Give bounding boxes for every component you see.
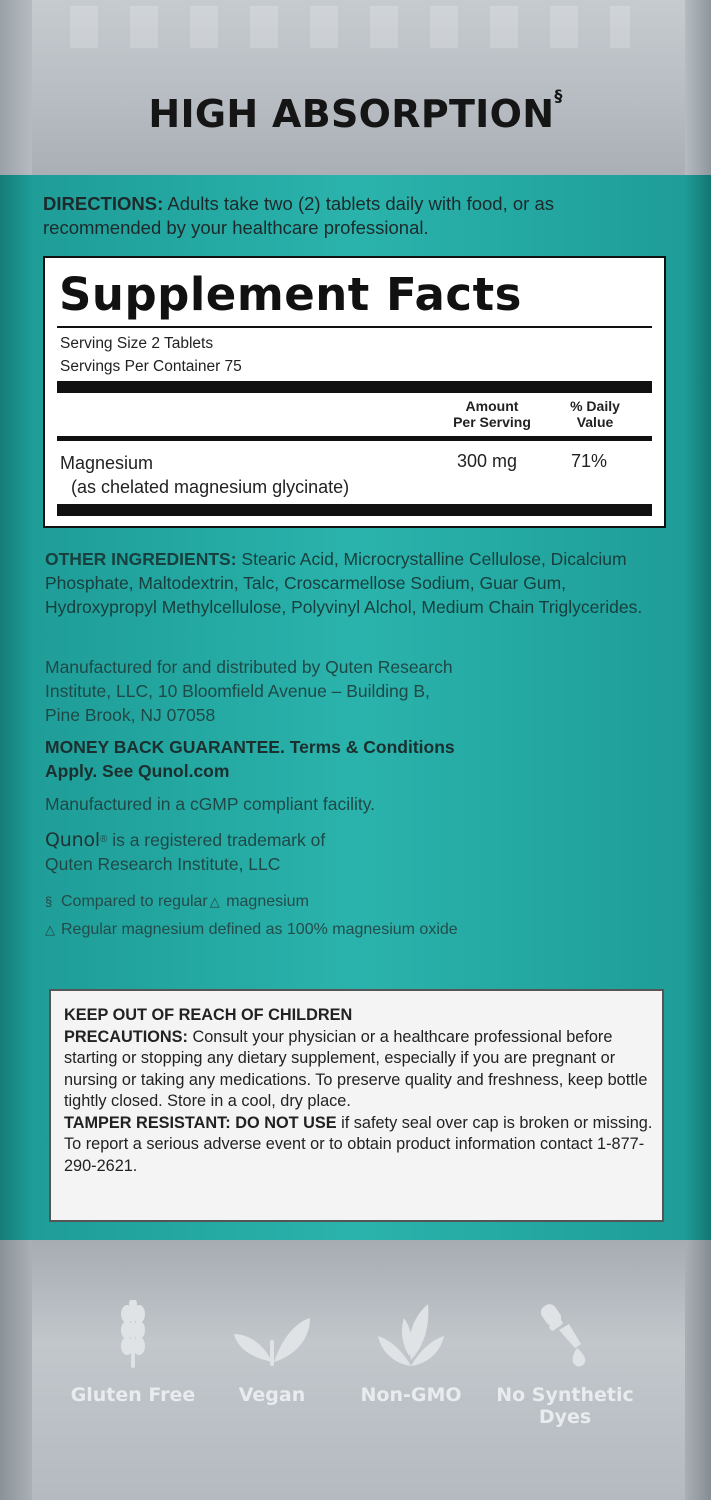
serving-info <box>60 332 242 378</box>
precautions-label: PRECAUTIONS: <box>64 1027 188 1046</box>
warning-text <box>64 1005 654 1177</box>
supplement-facts-panel <box>43 256 666 528</box>
teal-right-edge <box>685 175 711 1240</box>
manufacturer-info <box>45 655 670 727</box>
badge-vegan <box>197 1300 347 1406</box>
right-box-edge <box>685 0 711 175</box>
headline-footnote-mark: § <box>554 86 563 105</box>
badge-non-gmo <box>336 1300 486 1406</box>
nutrient-name: Magnesium <box>60 453 154 473</box>
trademark-owner: Quten Research Institute, LLC <box>45 854 281 874</box>
guarantee-line1: MONEY BACK GUARANTEE. Terms & Conditions <box>45 737 455 757</box>
top-silver-band <box>0 0 711 175</box>
daily-value-header-line1: % Daily <box>570 398 620 414</box>
amount-header <box>437 398 547 430</box>
serving-size: Serving Size 2 Tablets <box>60 335 214 352</box>
facts-bottom-bar <box>57 504 652 516</box>
badge-label: No Synthetic Dyes <box>496 1384 634 1428</box>
other-ingredients-label: OTHER INGREDIENTS: <box>45 549 237 569</box>
daily-value-header <box>560 398 630 430</box>
precautions-text: Consult your physician or a healthcare professional before starting or stopping any dietary supplement, especially if you are pregnant or nursing or taking any medications. To preserve quality and freshness, keep bottle tightly closed. Store in a cool, dry place. <box>64 1027 648 1110</box>
other-ingredients <box>45 547 670 619</box>
badge-gluten-free <box>58 1300 208 1406</box>
trademark-notice <box>45 828 670 876</box>
money-back-guarantee <box>45 735 670 783</box>
footnote-1 <box>45 891 309 913</box>
footnote-2 <box>45 919 458 941</box>
facts-divider <box>57 326 652 328</box>
servings-per-container: Servings Per Container 75 <box>60 358 242 375</box>
headline <box>0 86 711 136</box>
nutrient-daily-value: 71% <box>571 451 608 471</box>
tamper-label: TAMPER RESISTANT: DO NOT USE <box>64 1113 337 1132</box>
directions-text: Adults take two (2) tablets daily with food, or as recommended by your healthcare professional. <box>43 193 554 238</box>
sprout-icon <box>376 1300 446 1370</box>
facts-medium-bar <box>57 436 652 441</box>
dropper-icon <box>535 1300 595 1370</box>
cap-reflection <box>70 6 630 48</box>
trademark-line1 <box>45 828 670 852</box>
manufacturer-line1: Manufactured for and distributed by Quten Research <box>45 657 453 677</box>
qunol-logo: Qunol <box>45 829 100 851</box>
tamper-text: if safety seal over cap is broken or missing. <box>336 1113 653 1132</box>
tamper-notice <box>64 1113 654 1135</box>
teal-left-edge <box>0 175 32 1240</box>
wheat-icon <box>111 1300 155 1370</box>
right-box-edge <box>685 1240 711 1500</box>
amount-header-line1: Amount <box>465 398 519 414</box>
cgmp-facility: Manufactured in a cGMP compliant facility. <box>45 794 376 814</box>
bottom-silver-band <box>0 1240 711 1500</box>
badge-label: Gluten Free <box>70 1384 196 1406</box>
badge-label: Non-GMO <box>360 1384 462 1406</box>
section-mark: § <box>45 894 53 909</box>
badge-no-synthetic-dyes <box>490 1300 640 1428</box>
footnote-2-text: Regular magnesium defined as 100% magnesium oxide <box>61 921 458 938</box>
trademark-text: is a registered trademark of <box>107 830 326 850</box>
left-box-edge <box>0 1240 32 1500</box>
badge-label: Vegan <box>238 1384 306 1406</box>
headline-text: HIGH ABSORPTION <box>148 92 555 136</box>
nutrient-source: (as chelated magnesium glycinate) <box>71 477 350 497</box>
leaves-icon <box>232 1300 312 1370</box>
footnote-1-text-a: Compared to regular <box>61 893 208 910</box>
facts-thick-bar <box>57 381 652 393</box>
guarantee-line2: Apply. See Qunol.com <box>45 761 230 781</box>
other-ingredients-text: Stearic Acid, Microcrystalline Cellulose, Dicalcium Phosphate, Maltodextrin, Talc, Croscarmellose Sodium, Guar Gum, Hydroxypropyl Methylcellulose, Polyvinyl Alchol, Medium Chain Triglycerides. <box>45 549 643 617</box>
precautions <box>64 1027 654 1113</box>
registered-mark: ® <box>99 834 108 845</box>
nutrient-amount: 300 mg <box>457 451 518 471</box>
warning-box <box>49 989 664 1222</box>
directions <box>43 192 673 240</box>
report-contact: To report a serious adverse event or to obtain product information contact 1-877-290-2621. <box>64 1135 645 1175</box>
daily-value-header-line2: Value <box>576 414 614 430</box>
footnote-1-text-b: magnesium <box>221 893 309 910</box>
keep-out-of-reach: KEEP OUT OF REACH OF CHILDREN <box>64 1006 353 1024</box>
manufacturer-line2: Institute, LLC, 10 Bloomfield Avenue – Building B, <box>45 681 430 701</box>
directions-label: DIRECTIONS: <box>43 193 164 214</box>
supplement-facts-title: Supplement Facts <box>59 268 522 321</box>
left-box-edge <box>0 0 32 175</box>
triangle-mark: △ <box>209 894 220 909</box>
amount-header-line2: Per Serving <box>453 414 531 430</box>
manufacturer-line3: Pine Brook, NJ 07058 <box>45 705 216 725</box>
triangle-mark: △ <box>45 922 55 937</box>
